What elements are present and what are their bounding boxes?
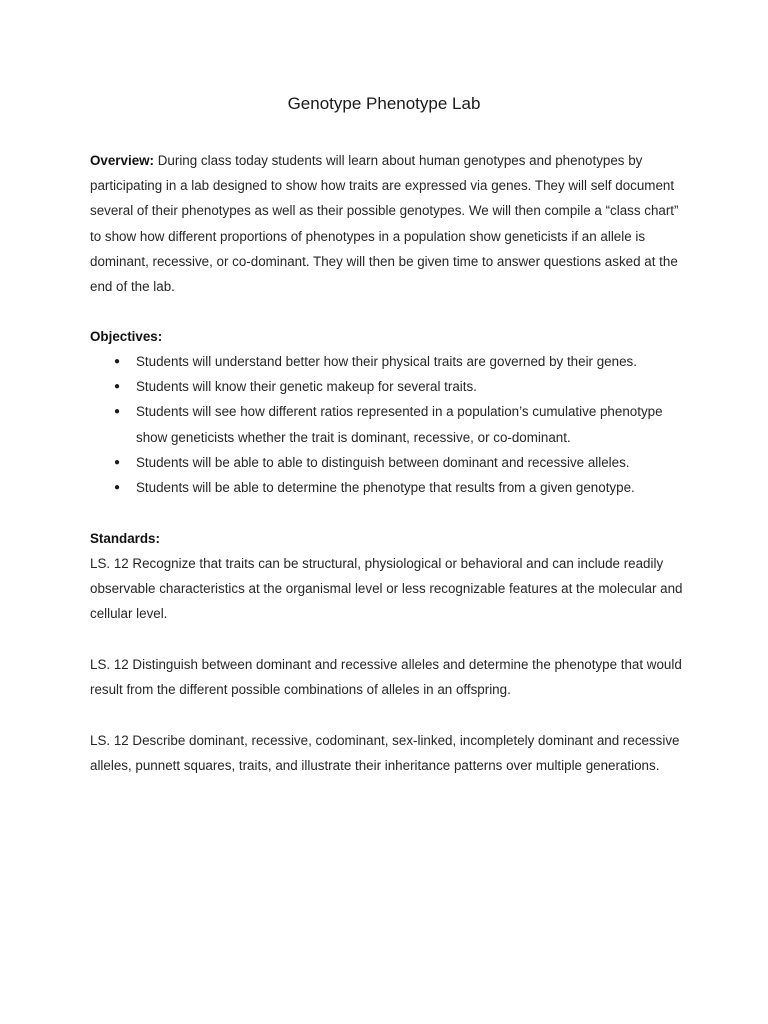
objective-text: Students will understand better how their physical traits are governed by their genes. bbox=[136, 354, 637, 369]
overview-paragraph bbox=[90, 148, 690, 299]
objective-text: Students will be able to able to distinguish between dominant and recessive alleles. bbox=[136, 454, 630, 470]
objective-text: Students will be able to determine the phenotype that results from a given genotype. bbox=[136, 480, 635, 496]
standards-heading: Standards: bbox=[90, 531, 160, 546]
standard-paragraph: LS. 12 Describe dominant, recessive, codominant, sex-linked, incompletely dominant and recessive alleles, punnett squares, traits, and illustrate their inheritance patterns over multiple generations. bbox=[90, 733, 680, 774]
objective-item bbox=[90, 399, 690, 449]
objectives-list bbox=[90, 349, 690, 500]
bullet-icon: ● bbox=[114, 356, 121, 367]
bullet-icon: ● bbox=[114, 482, 121, 494]
objective-item bbox=[90, 349, 690, 374]
overview-text: During class today students will learn about human genotypes and phenotypes by participating in a lab designed to show how traits are expressed via genes. They will self document several of their phenotypes as well as their possible genotypes. We will then compile a “class chart” to show how different proportions of phenotypes in a population show geneticists if an allele is dominant, recessive, or co-dominant. They will then be given time to answer questions asked at the end of the lab. bbox=[90, 153, 679, 295]
bullet-icon: ● bbox=[114, 381, 121, 393]
standard-paragraph: LS. 12 Distinguish between dominant and recessive alleles and determine the phenotype that would result from the different possible combinations of alleles in an offspring. bbox=[90, 657, 682, 698]
objectives-heading: Objectives: bbox=[90, 329, 163, 344]
objective-item bbox=[90, 475, 690, 500]
objective-text: Students will see how different ratios represented in a population’s cumulative phenotype show geneticists whether the trait is dominant, recessive, or co-dominant. bbox=[136, 404, 663, 445]
objective-item bbox=[90, 450, 690, 475]
objective-text: Students will know their genetic makeup for several traits. bbox=[136, 379, 477, 395]
standard-paragraph: LS. 12 Recognize that traits can be structural, physiological or behavioral and can include readily observable characteristics at the organismal level or less recognizable features at the molecular and cellular level. bbox=[90, 556, 683, 622]
bullet-icon: ● bbox=[114, 406, 121, 418]
document-title: Genotype Phenotype Lab bbox=[287, 94, 481, 113]
objective-item bbox=[90, 374, 690, 399]
bullet-icon: ● bbox=[114, 456, 121, 468]
overview-label: Overview: bbox=[90, 153, 155, 168]
